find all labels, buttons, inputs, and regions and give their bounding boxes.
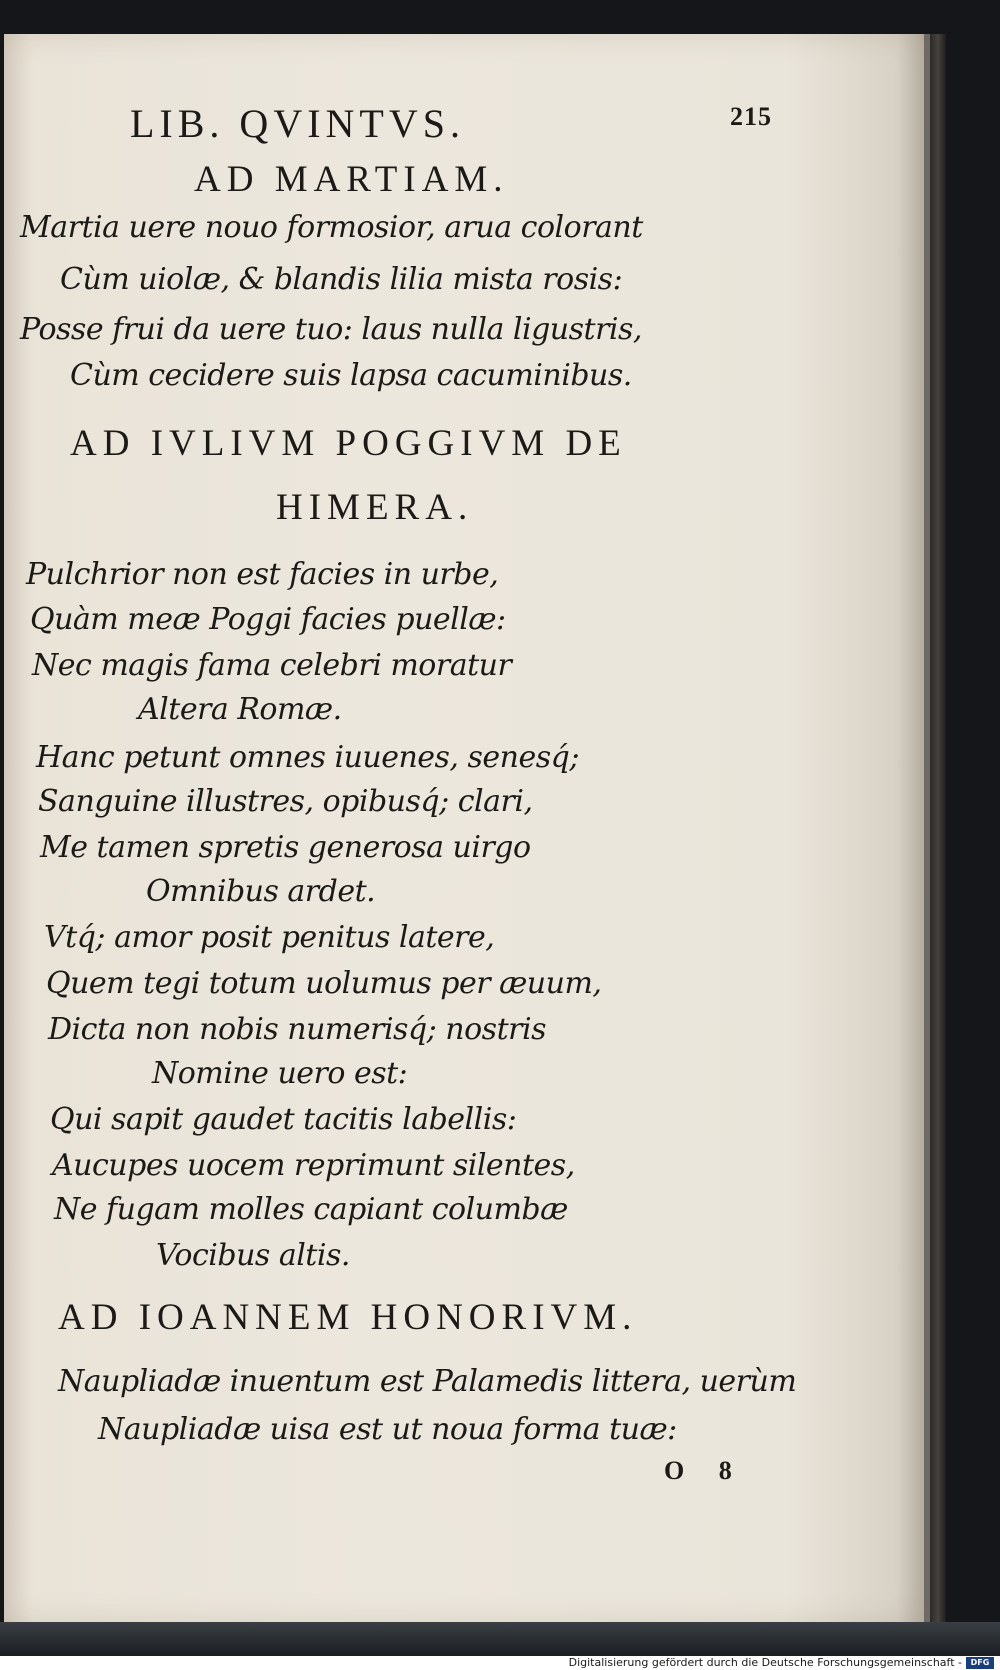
poem-line: Aucupes uocem reprimunt silentes, <box>52 1148 575 1183</box>
poem-line: Nec magis fama celebri moratur <box>32 648 512 683</box>
digitization-footer <box>0 1656 1000 1670</box>
poem-line: Pulchrior non est facies in urbe, <box>26 557 499 592</box>
poem-line: Naupliadæ uisa est ut noua forma tuæ: <box>98 1412 677 1447</box>
poem-line: Omnibus ardet. <box>146 874 376 909</box>
signature-mark: O 8 <box>664 1456 746 1485</box>
poem-line: Dicta non nobis numerisq́; nostris <box>48 1012 546 1047</box>
poem-line: Sanguine illustres, opibusq́; clari, <box>38 784 533 819</box>
poem-line: Ne fugam molles capiant columbæ <box>54 1192 568 1227</box>
poem-line: Cùm uiolæ, & blandis lilia mista rosis: <box>60 262 623 297</box>
footer-credit: Digitalisierung gefördert durch die Deutsche Forschungsgemeinschaft - <box>568 1656 962 1669</box>
page-edge <box>930 34 946 1622</box>
poem-heading-martiam: AD MARTIAM. <box>194 159 509 200</box>
scan-bottom-band <box>0 1622 1000 1656</box>
poem-heading-poggium: AD IVLIVM POGGIVM DE <box>70 423 627 464</box>
poem-line: Posse frui da uere tuo: laus nulla ligustris, <box>20 312 642 347</box>
poem-line: Martia uere nouo formosior, arua colorant <box>20 210 643 245</box>
poem-line: Quàm meæ Poggi facies puellæ: <box>30 602 506 637</box>
poem-line: Vtq́; amor posit penitus latere, <box>44 920 495 955</box>
poem-line: Hanc petunt omnes iuuenes, senesq́; <box>36 740 579 775</box>
poem-line: Vocibus altis. <box>156 1238 350 1273</box>
poem-line: Me tamen spretis generosa uirgo <box>40 830 531 865</box>
page-number: 215 <box>730 102 772 131</box>
poem-line: Nomine uero est: <box>152 1056 408 1091</box>
poem-line: Quem tegi totum uolumus per æuum, <box>46 966 602 1001</box>
poem-line: Cùm cecidere suis lapsa cacuminibus. <box>70 358 632 393</box>
poem-line: Altera Romæ. <box>138 692 342 727</box>
poem-line: Naupliadæ inuentum est Palamedis littera, uerùm <box>58 1364 797 1399</box>
poem-line: Qui sapit gaudet tacitis labellis: <box>50 1102 517 1137</box>
poem-heading-honorium: AD IOANNEM HONORIVM. <box>58 1297 638 1338</box>
running-head-title: LIB. QVINTVS. <box>130 101 465 146</box>
poem-heading-himera: HIMERA. <box>276 487 474 528</box>
dfg-logo: DFG <box>966 1657 994 1669</box>
